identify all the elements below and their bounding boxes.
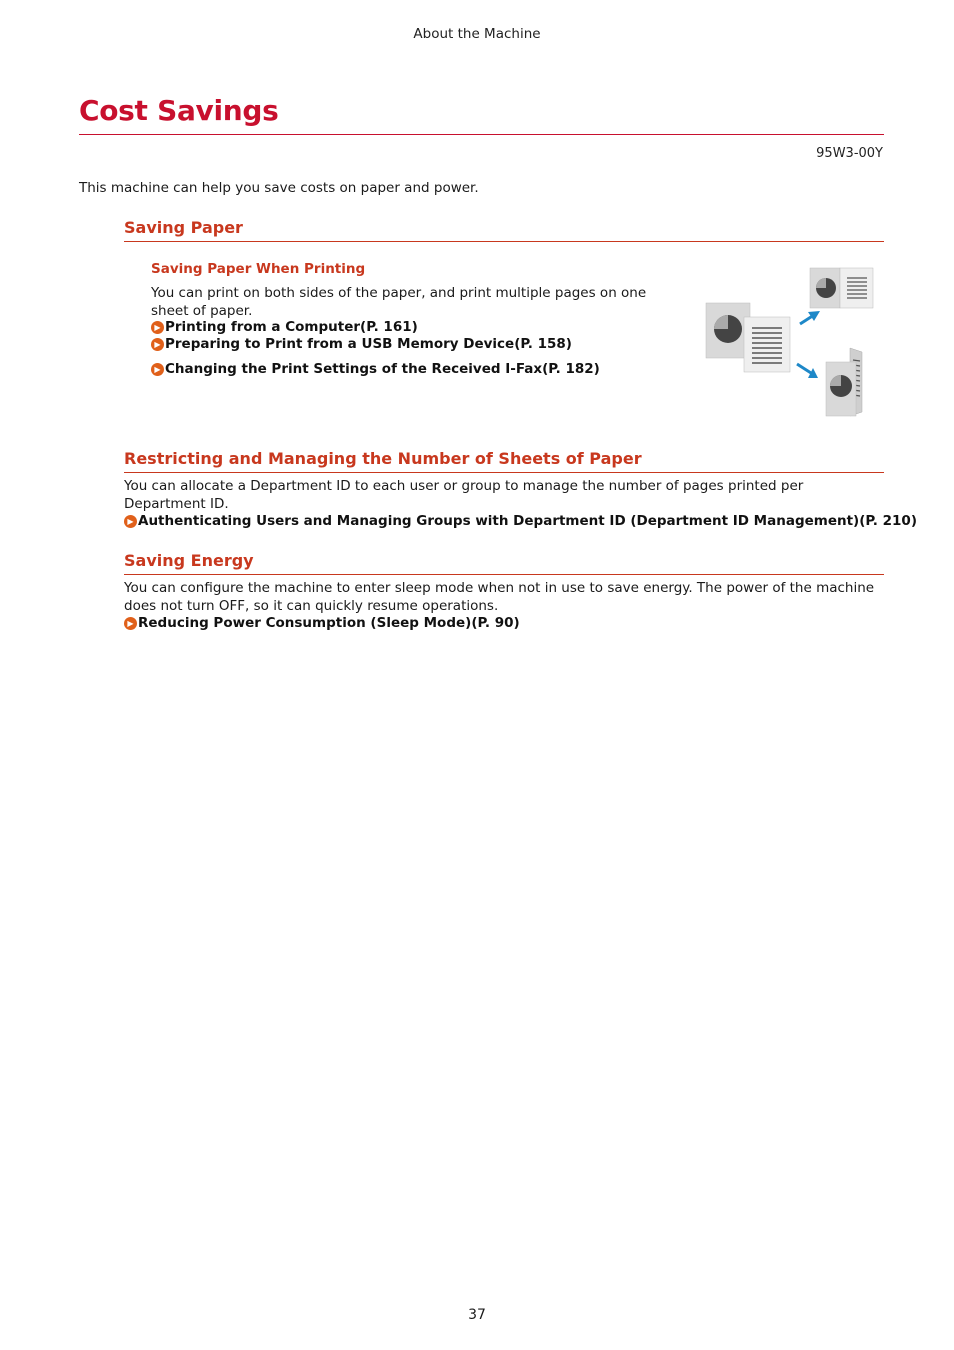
running-header: About the Machine xyxy=(413,26,541,42)
rule-restricting xyxy=(124,472,884,473)
duplex-sheet-icon xyxy=(826,348,862,416)
heading-saving-paper: Saving Paper xyxy=(124,218,243,237)
link-printing-from-computer[interactable] xyxy=(151,319,418,335)
rule-saving-energy xyxy=(124,574,884,575)
link-department-id-management[interactable] xyxy=(124,513,917,529)
restricting-text-line2: Department ID. xyxy=(124,495,229,512)
arrow-up-right-icon xyxy=(800,311,820,324)
document-id: 95W3-00Y xyxy=(816,146,883,161)
restricting-text xyxy=(124,478,884,513)
link-label: Preparing to Print from a USB Memory Device(P. 158) xyxy=(165,336,572,352)
saving-paper-text xyxy=(151,285,691,320)
arrow-down-right-icon xyxy=(797,364,818,378)
link-label: Authenticating Users and Managing Groups with Department ID (Department ID Management)(P. 210) xyxy=(138,513,917,529)
title-rule xyxy=(79,134,884,135)
two-up-sheet-icon xyxy=(810,268,873,308)
source-pages-icon xyxy=(706,303,790,372)
link-label: Changing the Print Settings of the Received I-Fax(P. 182) xyxy=(165,361,600,377)
link-label: Reducing Power Consumption (Sleep Mode)(P. 90) xyxy=(138,615,520,631)
link-sleep-mode[interactable] xyxy=(124,615,520,631)
rule-saving-paper xyxy=(124,241,884,242)
saving-energy-text-line2: does not turn OFF, so it can quickly resume operations. xyxy=(124,597,499,614)
saving-energy-text-line1: You can configure the machine to enter sleep mode when not in use to save energy. The power of the machine xyxy=(124,580,875,596)
link-label: Printing from a Computer(P. 161) xyxy=(165,319,418,335)
link-arrow-icon: ▶ xyxy=(124,515,137,528)
subheading-saving-paper-when-printing: Saving Paper When Printing xyxy=(151,261,366,277)
link-preparing-usb-print[interactable] xyxy=(151,336,572,352)
link-arrow-icon: ▶ xyxy=(151,363,164,376)
duplex-multipage-illustration xyxy=(700,262,880,422)
link-arrow-icon: ▶ xyxy=(151,338,164,351)
link-arrow-icon: ▶ xyxy=(124,617,137,630)
link-ifax-print-settings[interactable] xyxy=(151,361,600,377)
saving-paper-text-line1: You can print on both sides of the paper, and print multiple pages on one xyxy=(151,285,647,301)
page-title: Cost Savings xyxy=(79,94,279,127)
link-arrow-icon: ▶ xyxy=(151,321,164,334)
restricting-text-line1: You can allocate a Department ID to each user or group to manage the number of pages printed per xyxy=(124,478,804,494)
heading-restricting-sheets: Restricting and Managing the Number of Sheets of Paper xyxy=(124,449,642,468)
heading-saving-energy: Saving Energy xyxy=(124,551,254,570)
saving-paper-text-line2: sheet of paper. xyxy=(151,302,253,319)
page-number: 37 xyxy=(468,1307,486,1323)
intro-text: This machine can help you save costs on paper and power. xyxy=(79,180,479,196)
saving-energy-text xyxy=(124,580,884,615)
